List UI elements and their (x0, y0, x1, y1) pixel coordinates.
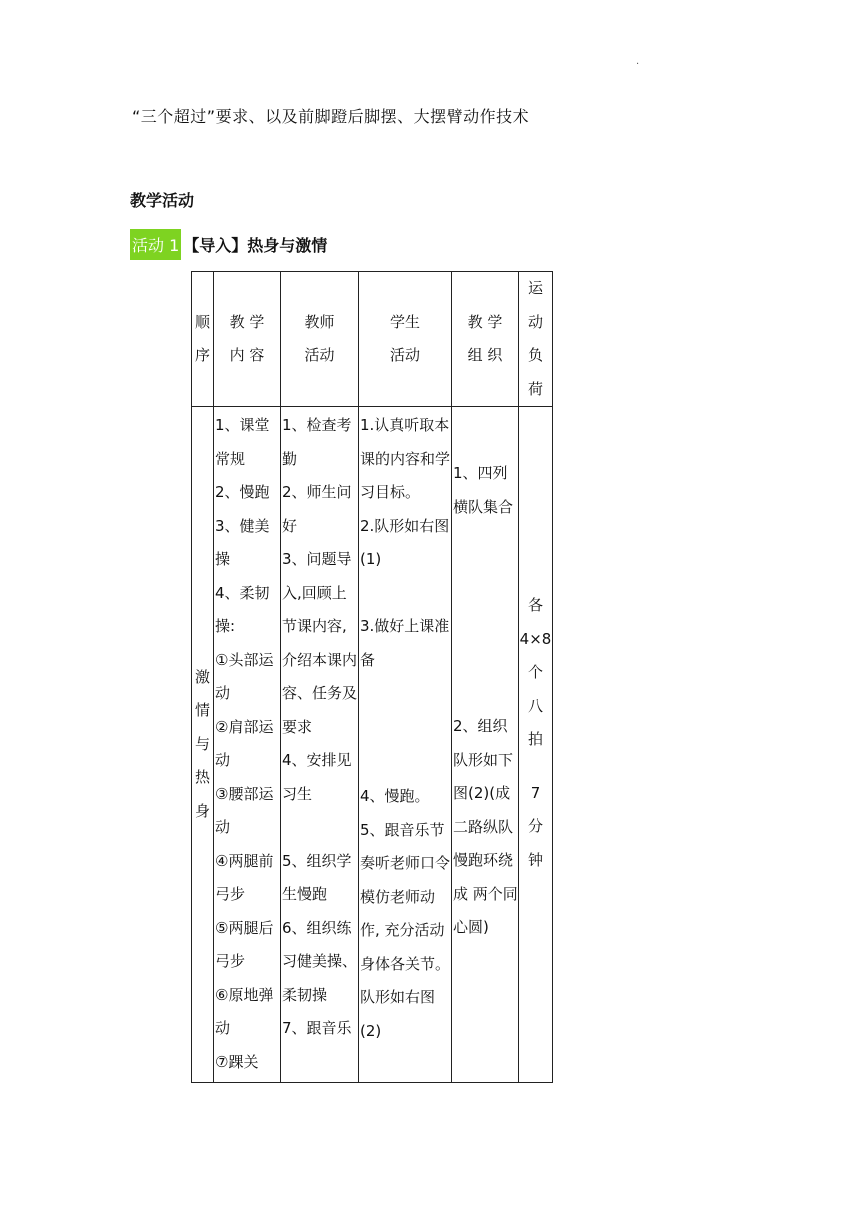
cell-teacher: 1、检查考勤 2、师生问好 3、问题导入,回顾上节课内容,介绍本课内容、任务及要求 4、安排见习生 5、组织学生慢跑 6、组织练习健美操、柔韧操 7、跟音乐 (281, 407, 359, 1083)
organization-part1: 1、四列横队集合 (453, 464, 514, 516)
page-dot: . (636, 56, 640, 67)
organization-part2: 2、组织队形如下图(2)(成二路纵队慢跑环绕成 两个同心圆) (453, 717, 518, 936)
activity-heading (130, 229, 327, 260)
header-organization: 教 学 组 织 (452, 272, 519, 407)
lesson-table (191, 271, 553, 1083)
intro-text: “三个超过”要求、以及前脚蹬后脚摆、大摆臂动作技术 (132, 107, 530, 126)
cell-content: 1、课堂常规 2、慢跑 3、健美操 4、柔韧操: ①头部运动 ②肩部运动 ③腰部运动 ④两腿前弓步 ⑤两腿后弓步 ⑥原地弹动 ⑦踝关 (214, 407, 281, 1083)
student-activity-part1: 1.认真听取本课的内容和学习目标。 2.队形如右图(1) 3.做好上课准备 (360, 416, 451, 669)
cell-load (519, 407, 553, 1083)
header-order: 顺 序 (192, 272, 214, 407)
table-header-row (192, 272, 553, 407)
load-part1: 各 4×8 个 八 拍 (519, 596, 552, 748)
load-part2: 7 分 钟 (527, 783, 543, 869)
activity-title: 【导入】热身与激情 (183, 236, 328, 255)
student-activity-part2: 4、慢跑。 5、跟音乐节奏听老师口令模仿老师动作, 充分活动身体各关节。队形如右图(2) (360, 787, 451, 1040)
table-row (192, 407, 553, 1083)
cell-student (359, 407, 452, 1083)
section-title: 教学活动 (130, 191, 195, 210)
cell-order: 激 情 与 热 身 (192, 407, 214, 1083)
header-content: 教 学 内 容 (214, 272, 281, 407)
header-student: 学生 活动 (359, 272, 452, 407)
activity-tag: 活动 1 (130, 229, 181, 260)
cell-organization (452, 407, 519, 1083)
header-teacher: 教师 活动 (281, 272, 359, 407)
header-load: 运 动 负 荷 (519, 272, 553, 407)
